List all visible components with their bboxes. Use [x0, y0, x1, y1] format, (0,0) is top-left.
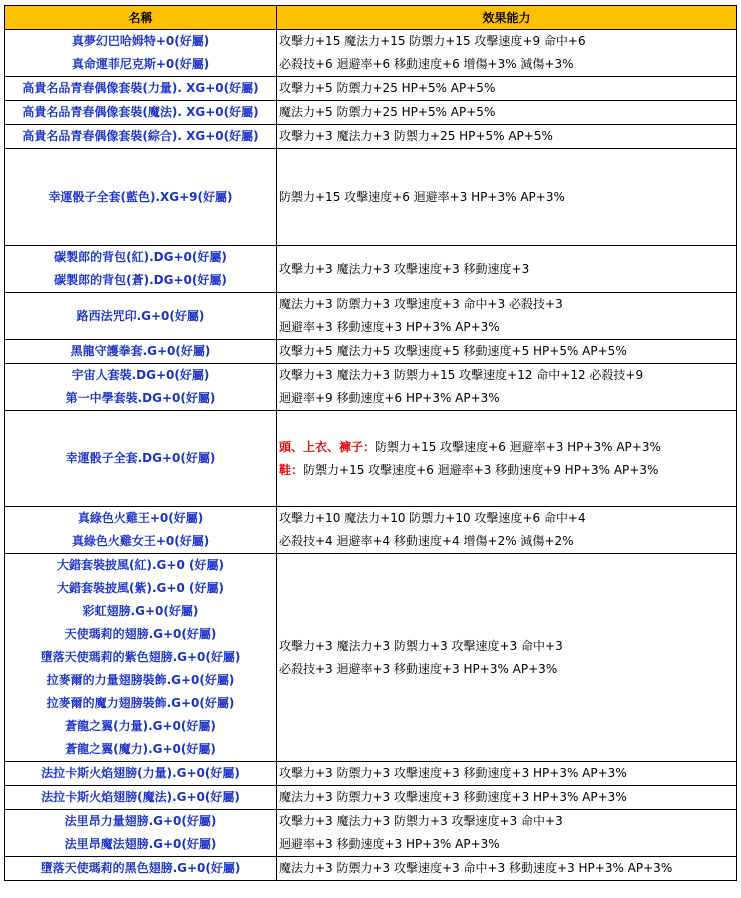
item-effect: 必殺技+6 迴避率+6 移動速度+6 增傷+3% 減傷+3% — [279, 57, 574, 71]
item-name-cell — [5, 149, 277, 246]
table-row — [5, 77, 737, 101]
table-row — [5, 293, 737, 340]
item-effect: 魔法力+5 防禦力+25 HP+5% AP+5% — [279, 105, 496, 119]
item-effect-cell — [277, 857, 737, 881]
item-name: 碳製郎的背包(紅).DG+0(好屬) — [54, 250, 227, 264]
item-effect-cell — [277, 762, 737, 786]
item-effect: 攻擊力+3 魔法力+3 防禦力+15 攻擊速度+12 命中+12 必殺技+9 — [279, 368, 644, 382]
item-name: 蒼龍之翼(力量).G+0(好屬) — [65, 719, 216, 733]
item-name-cell — [5, 810, 277, 857]
item-name: 高貴名品青春偶像套裝(綜合). XG+0(好屬) — [22, 129, 259, 143]
table-row — [5, 30, 737, 77]
item-name-cell — [5, 101, 277, 125]
item-effect-cell — [277, 293, 737, 340]
item-effect-cell — [277, 340, 737, 364]
item-effect: 必殺技+4 迴避率+4 移動速度+4 增傷+2% 減傷+2% — [279, 534, 574, 548]
item-name: 大錯套裝披風(紅).G+0 (好屬) — [57, 558, 224, 572]
item-name: 高貴名品青春偶像套裝(力量). XG+0(好屬) — [22, 81, 259, 95]
item-effect-cell — [277, 364, 737, 411]
table-row — [5, 411, 737, 507]
item-effect: 迴避率+3 移動速度+3 HP+3% AP+3% — [279, 837, 500, 851]
item-effect-cell — [277, 810, 737, 857]
item-name: 墮落天使瑪莉的黑色翅膀.G+0(好屬) — [40, 861, 241, 875]
item-name: 真綠色火雞王+0(好屬) — [77, 511, 204, 525]
item-name: 天使瑪莉的翅膀.G+0(好屬) — [64, 627, 217, 641]
item-effect: 攻擊力+3 防禦力+3 攻擊速度+3 移動速度+3 HP+3% AP+3% — [279, 766, 627, 780]
item-name: 高貴名品青春偶像套裝(魔法). XG+0(好屬) — [22, 105, 259, 119]
table-row — [5, 762, 737, 786]
item-name-cell — [5, 125, 277, 149]
item-name-cell — [5, 30, 277, 77]
item-effect: 攻擊力+5 魔法力+5 攻擊速度+5 移動速度+5 HP+5% AP+5% — [279, 344, 627, 358]
item-effect: 迴避率+9 移動速度+6 HP+3% AP+3% — [279, 391, 500, 405]
item-name-cell — [5, 246, 277, 293]
item-effect: 魔法力+3 防禦力+3 攻擊速度+3 命中+3 移動速度+3 HP+3% AP+3% — [279, 861, 673, 875]
item-name-cell — [5, 786, 277, 810]
item-effect: 攻擊力+3 魔法力+3 防禦力+3 攻擊速度+3 命中+3 — [279, 638, 563, 653]
item-name-cell — [5, 762, 277, 786]
slot-label: 頭、上衣、褲子： — [279, 439, 376, 454]
item-effect-cell — [277, 554, 737, 762]
item-effect-cell — [277, 149, 737, 246]
item-name-cell — [5, 293, 277, 340]
item-name: 蒼龍之翼(魔力).G+0(好屬) — [65, 742, 216, 756]
item-effect-cell — [277, 125, 737, 149]
item-name: 碳製郎的背包(蒼).DG+0(好屬) — [54, 273, 227, 287]
item-name: 幸運骰子全套.DG+0(好屬) — [65, 451, 216, 465]
table-row — [5, 810, 737, 857]
item-name: 拉麥爾的力量翅膀裝飾.G+0(好屬) — [46, 673, 235, 687]
item-name-cell — [5, 411, 277, 507]
item-name-cell — [5, 340, 277, 364]
item-name: 法里昂魔法翅膀.G+0(好屬) — [64, 837, 217, 851]
item-name-cell — [5, 77, 277, 101]
item-effect: 攻擊力+3 魔法力+3 防禦力+3 攻擊速度+3 命中+3 — [279, 814, 563, 828]
item-name: 法里昂力量翅膀.G+0(好屬) — [64, 814, 217, 828]
item-effect — [279, 436, 736, 459]
item-effect-cell — [277, 507, 737, 554]
item-name: 彩虹翅膀.G+0(好屬) — [82, 604, 199, 618]
item-name: 真命運菲尼克斯+0(好屬) — [71, 57, 210, 71]
item-effect: 攻擊力+3 魔法力+3 防禦力+25 HP+5% AP+5% — [279, 129, 553, 143]
item-effect-cell — [277, 101, 737, 125]
item-name: 墮落天使瑪莉的紫色翅膀.G+0(好屬) — [40, 650, 241, 664]
item-name-cell — [5, 554, 277, 762]
slot-effect: 防禦力+15 攻擊速度+6 迴避率+3 移動速度+9 HP+3% AP+3% — [303, 462, 659, 477]
table-row — [5, 101, 737, 125]
item-name-cell — [5, 507, 277, 554]
item-effect: 攻擊力+10 魔法力+10 防禦力+10 攻擊速度+6 命中+4 — [279, 511, 586, 525]
item-name: 大錯套裝披風(紫).G+0 (好屬) — [57, 581, 224, 595]
table-row — [5, 786, 737, 810]
item-effect-cell — [277, 77, 737, 101]
item-effect: 迴避率+3 移動速度+3 HP+3% AP+3% — [279, 320, 500, 334]
table-row — [5, 246, 737, 293]
item-effect — [279, 459, 736, 482]
table-row — [5, 340, 737, 364]
slot-label: 鞋： — [279, 462, 304, 477]
item-effect-cell — [277, 246, 737, 293]
item-effect: 攻擊力+15 魔法力+15 防禦力+15 攻擊速度+9 命中+6 — [279, 34, 586, 48]
item-name: 幸運骰子全套(藍色).XG+9(好屬) — [48, 189, 233, 204]
table-row — [5, 149, 737, 246]
item-effect: 魔法力+3 防禦力+3 攻擊速度+3 移動速度+3 HP+3% AP+3% — [279, 790, 627, 804]
item-effect-cell — [277, 786, 737, 810]
item-effect: 必殺技+3 迴避率+3 移動速度+3 HP+3% AP+3% — [279, 661, 558, 676]
item-effect: 攻擊力+5 防禦力+25 HP+5% AP+5% — [279, 81, 496, 95]
table-row — [5, 125, 737, 149]
table-row — [5, 364, 737, 411]
table-row — [5, 857, 737, 881]
item-name: 黑龍守護拳套.G+0(好屬) — [70, 344, 211, 358]
header-row — [5, 6, 737, 30]
item-name: 第一中學套裝.DG+0(好屬) — [65, 391, 216, 405]
slot-effect: 防禦力+15 攻擊速度+6 迴避率+3 HP+3% AP+3% — [375, 439, 661, 454]
item-effect-cell — [277, 30, 737, 77]
item-name: 拉麥爾的魔力翅膀裝飾.G+0(好屬) — [46, 696, 235, 710]
item-name-cell — [5, 364, 277, 411]
item-effect: 攻擊力+3 魔法力+3 攻擊速度+3 移動速度+3 — [279, 261, 530, 276]
item-name: 真綠色火雞女王+0(好屬) — [71, 534, 210, 548]
header-effect: 效果能力 — [277, 6, 737, 30]
table-row — [5, 507, 737, 554]
item-name: 宇宙人套裝.DG+0(好屬) — [71, 368, 210, 382]
item-effect: 魔法力+3 防禦力+3 攻擊速度+3 命中+3 必殺技+3 — [279, 297, 563, 311]
item-effect: 防禦力+15 攻擊速度+6 迴避率+3 HP+3% AP+3% — [279, 189, 565, 204]
item-effect-cell — [277, 411, 737, 507]
item-name: 真夢幻巴哈姆特+0(好屬) — [71, 34, 210, 48]
item-name-cell — [5, 857, 277, 881]
equipment-table — [4, 5, 737, 881]
header-name: 名稱 — [5, 6, 277, 30]
item-name: 法拉卡斯火焰翅膀(力量).G+0(好屬) — [41, 766, 240, 780]
table-row — [5, 554, 737, 762]
item-name: 法拉卡斯火焰翅膀(魔法).G+0(好屬) — [41, 790, 240, 804]
item-name: 路西法咒印.G+0(好屬) — [76, 308, 205, 323]
